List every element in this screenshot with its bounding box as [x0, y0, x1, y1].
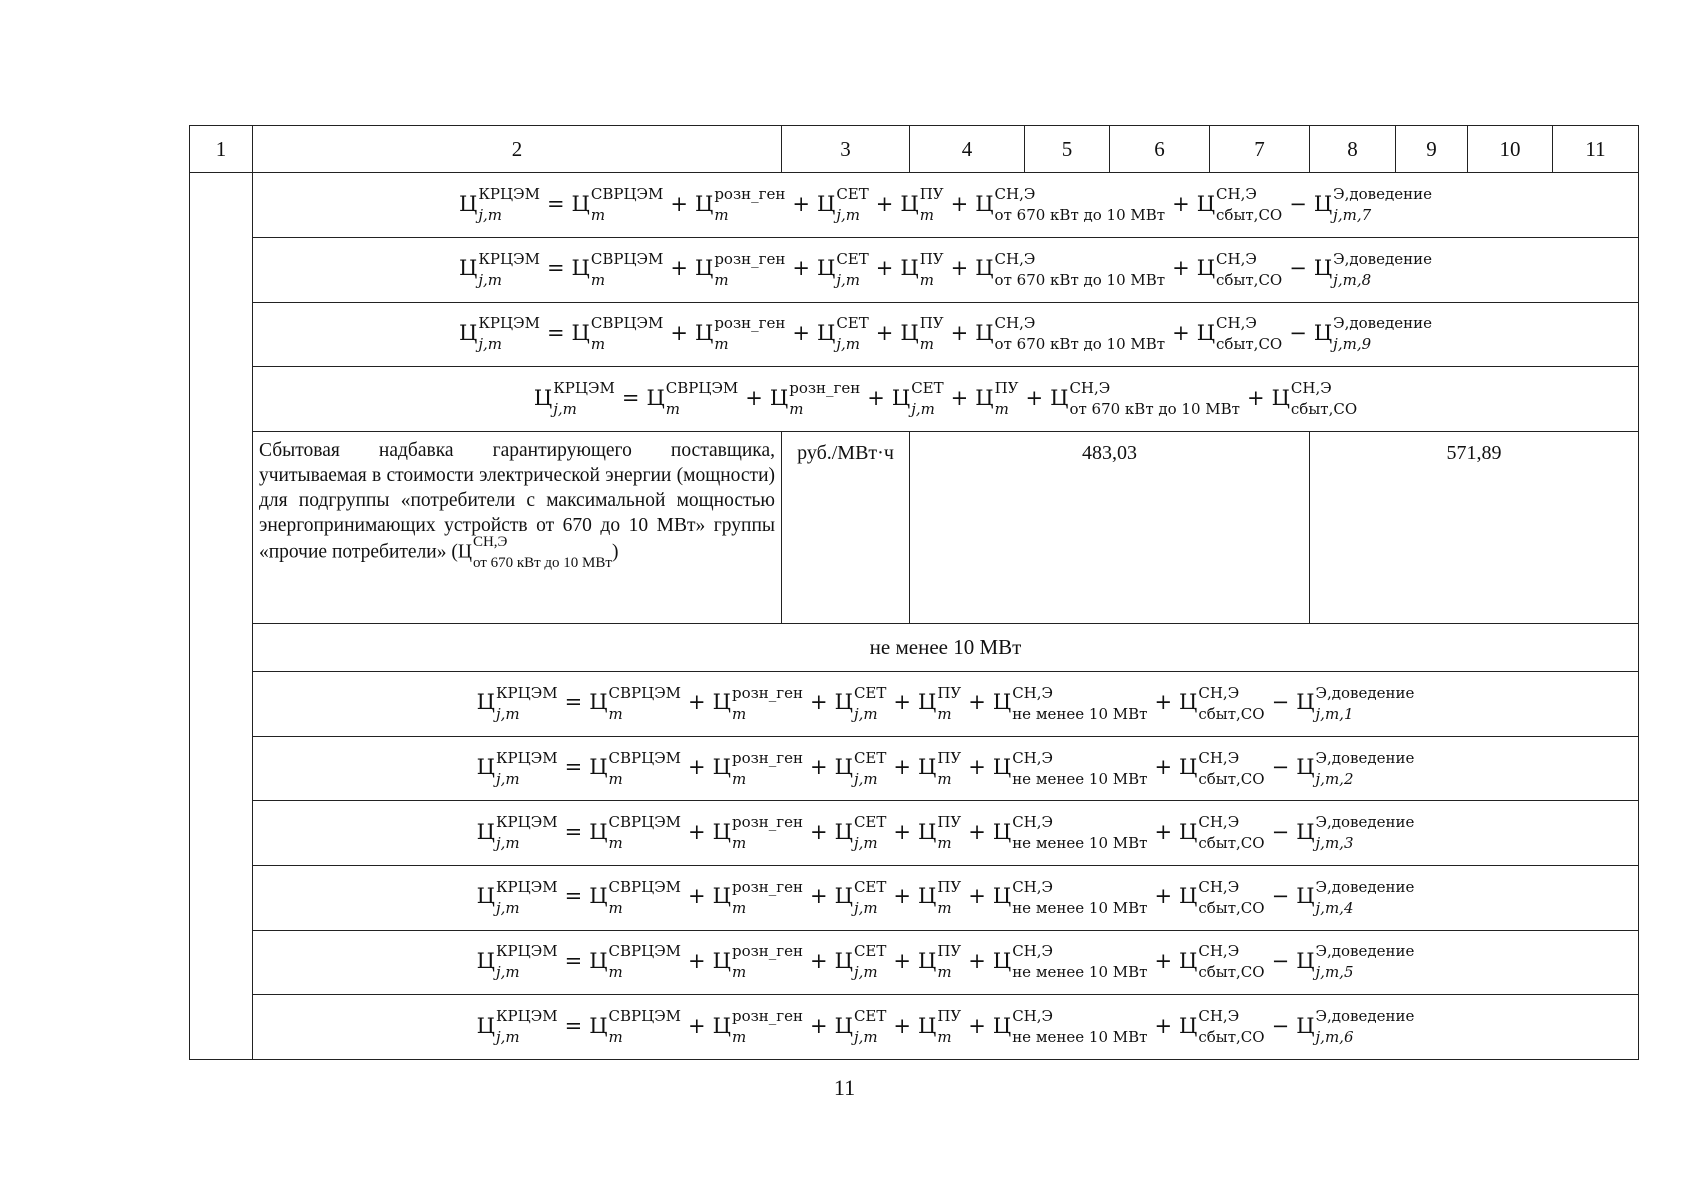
formula-operator: + [688, 884, 706, 909]
formula-operator: + [968, 948, 986, 973]
formula-operator: = [546, 191, 565, 216]
formula-term: Ц СЕТ j,m [834, 942, 887, 982]
formula-term: Ц ПУ m [918, 942, 962, 982]
formula-term: Ц СВРЦЭМ m [646, 379, 739, 419]
formula-term: Ц СН,Э сбыт,СО [1179, 683, 1265, 723]
formula-operator: + [1154, 884, 1173, 909]
formula-term: Ц СВРЦЭМ m [571, 249, 664, 289]
formula-cell [253, 173, 1639, 238]
formula-term: Ц СН,Э от 670 кВт до 10 МВт [1050, 379, 1240, 419]
formula-row [190, 672, 1639, 737]
formula-operator: − [1271, 819, 1290, 844]
formula-operator: + [893, 690, 911, 715]
formula-operator: + [950, 256, 969, 281]
formula-term: Ц ПУ m [900, 314, 944, 354]
formula-term: Ц СН,Э сбыт,СО [1179, 1007, 1265, 1047]
formula-term: Ц СН,Э от 670 кВт до 10 МВт [975, 249, 1166, 289]
formula-operator: + [893, 755, 911, 780]
formula-row [190, 866, 1639, 931]
formula-operator: + [1154, 1013, 1173, 1038]
formula-operator: + [893, 1013, 911, 1038]
formula-term: Ц СВРЦЭМ m [571, 185, 664, 225]
formula-term: Ц Э,доведение j,m,5 [1296, 942, 1415, 982]
formula-term: Ц Э,доведение j,m,4 [1296, 877, 1415, 917]
section-row [190, 623, 1639, 671]
formula-operator: = [564, 1013, 583, 1038]
formula-term: Ц Э,доведение j,m,9 [1313, 314, 1432, 354]
formula-operator: + [1154, 690, 1173, 715]
header-row [190, 126, 1639, 173]
formula-term: Ц СЕТ j,m [834, 683, 887, 723]
formula-operator: = [546, 320, 565, 345]
formula-term: Ц СВРЦЭМ m [589, 748, 682, 788]
formula-term: Ц СН,Э сбыт,СО [1179, 942, 1265, 982]
formula-term: Ц СВРЦЭМ m [589, 877, 682, 917]
formula-row [190, 173, 1639, 238]
formula-operator: + [968, 884, 986, 909]
formula-operator: + [1172, 191, 1190, 216]
tariff-table [189, 125, 1639, 1060]
formula-cell [253, 736, 1639, 801]
formula-operator: − [1289, 256, 1307, 281]
formula-term: Ц КРЦЭМ j,m [476, 683, 558, 723]
formula-term: Ц розн_ген m [695, 185, 786, 225]
formula-term: Ц КРЦЭМ j,m [458, 314, 540, 354]
formula-term: Ц розн_ген m [769, 379, 861, 419]
formula-term: Ц розн_ген m [695, 314, 786, 354]
formula-term: Ц СН,Э не менее 10 МВт [992, 877, 1148, 917]
formula-term: Ц розн_ген m [712, 1007, 804, 1047]
header-cell: 7 [1210, 126, 1310, 173]
formula-operator: + [810, 690, 828, 715]
formula-cell [253, 367, 1639, 432]
formula-operator: + [688, 1013, 706, 1038]
formula-operator: = [564, 819, 583, 844]
formula-term: Ц Э,доведение j,m,3 [1296, 813, 1415, 853]
markup-description [253, 431, 782, 623]
formula-term: Ц СН,Э не менее 10 МВт [992, 942, 1148, 982]
formula-operator: − [1271, 755, 1290, 780]
formula-operator: + [670, 256, 688, 281]
formula-term: Ц СВРЦЭМ m [589, 813, 682, 853]
formula-row [190, 801, 1639, 866]
formula-operator: + [1172, 320, 1190, 345]
markup-unit: руб./МВт·ч [782, 431, 910, 623]
formula-operator: + [950, 385, 969, 410]
markup-description-text: Сбытовая надбавка гарантирующего поставщика, учитываемая в стоимости электрической энергии (мощности) для подгруппы «потребители с максимальной мощностью энергопринимающих устройств от 670 до 10 МВт» группы «прочие потребители» ( [259, 439, 775, 563]
formula-operator: = [564, 690, 583, 715]
formula-term: Ц розн_ген m [712, 942, 804, 982]
header-cell: 4 [910, 126, 1025, 173]
formula-operator: + [950, 320, 969, 345]
formula-operator: + [1154, 755, 1173, 780]
formula-operator: + [1025, 385, 1044, 410]
formula-term: Ц СН,Э не менее 10 МВт [992, 1007, 1148, 1047]
formula-term: Ц КРЦЭМ j,m [476, 877, 558, 917]
formula-term: Ц СЕТ j,m [834, 748, 887, 788]
formula-term: Ц ПУ m [918, 748, 962, 788]
formula-operator: + [810, 884, 828, 909]
header-cell: 9 [1396, 126, 1468, 173]
formula-term: Ц розн_ген m [712, 813, 804, 853]
header-cell: 10 [1468, 126, 1553, 173]
formula-term: Ц Э,доведение j,m,7 [1313, 185, 1432, 225]
header-cell: 11 [1553, 126, 1639, 173]
formula-term: Ц Э,доведение j,m,6 [1296, 1007, 1415, 1047]
formula-term: Ц СЕТ j,m [816, 185, 869, 225]
formula-term: Ц СВРЦЭМ m [589, 1007, 682, 1047]
formula-operator: + [810, 948, 828, 973]
formula-operator: + [810, 1013, 828, 1038]
formula-row [190, 302, 1639, 367]
formula-operator: + [893, 819, 911, 844]
formula-term: Ц Э,доведение j,m,2 [1296, 748, 1415, 788]
formula-term: Ц СН,Э не менее 10 МВт [992, 748, 1148, 788]
formula-term: Ц КРЦЭМ j,m [476, 748, 558, 788]
formula-term: Ц Э,доведение j,m,8 [1313, 249, 1432, 289]
formula-term: Ц СЕТ j,m [834, 813, 887, 853]
formula-operator: + [792, 256, 810, 281]
formula-operator: + [968, 1013, 986, 1038]
formula-operator: + [968, 819, 986, 844]
formula-operator: = [564, 948, 583, 973]
formula-operator: + [1172, 256, 1190, 281]
header-cell: 6 [1110, 126, 1210, 173]
formula-operator: + [792, 320, 810, 345]
formula-term: Ц розн_ген m [695, 249, 786, 289]
formula-term: Ц СВРЦЭМ m [589, 942, 682, 982]
formula-term: Ц СН,Э сбыт,СО [1179, 877, 1265, 917]
header-cell: 3 [782, 126, 910, 173]
formula-operator: + [1154, 948, 1173, 973]
formula-row [190, 930, 1639, 995]
formula-operator: + [1246, 385, 1265, 410]
header-cell: 1 [190, 126, 253, 173]
formula-operator: − [1271, 884, 1290, 909]
formula-cell [253, 801, 1639, 866]
formula-operator: + [745, 385, 763, 410]
formula-row [190, 995, 1639, 1060]
formula-term: Ц СН,Э сбыт,СО [1196, 314, 1283, 354]
formula-operator: − [1271, 690, 1290, 715]
formula-operator: + [1154, 819, 1173, 844]
formula-operator: + [670, 191, 688, 216]
formula-term: Ц ПУ m [918, 1007, 962, 1047]
header-cell: 8 [1310, 126, 1396, 173]
formula-term: Ц СЕТ j,m [891, 379, 944, 419]
formula-term: Ц КРЦЭМ j,m [458, 185, 540, 225]
markup-symbol: Ц СН,Э от 670 кВт до 10 МВт ) [457, 533, 619, 571]
formula-term: Ц СЕТ j,m [816, 314, 869, 354]
formula-term: Ц СВРЦЭМ m [571, 314, 664, 354]
formula-term: Ц СН,Э не менее 10 МВт [992, 813, 1148, 853]
formula-operator: = [564, 884, 583, 909]
formula-operator: + [867, 385, 885, 410]
formula-cell [253, 995, 1639, 1060]
formula-term: Ц ПУ m [975, 379, 1019, 419]
formula-row [190, 736, 1639, 801]
formula-term: Ц СН,Э сбыт,СО [1179, 813, 1265, 853]
formula-row [190, 238, 1639, 303]
formula-term: Ц КРЦЭМ j,m [476, 813, 558, 853]
formula-term: Ц СЕТ j,m [816, 249, 869, 289]
formula-term: Ц СЕТ j,m [834, 877, 887, 917]
formula-term: Ц СЕТ j,m [834, 1007, 887, 1047]
formula-term: Ц ПУ m [900, 185, 944, 225]
formula-operator: + [968, 755, 986, 780]
header-cell: 5 [1025, 126, 1110, 173]
formula-cell [253, 238, 1639, 303]
formula-term: Ц СН,Э не менее 10 МВт [992, 683, 1148, 723]
formula-operator: − [1289, 191, 1307, 216]
formula-operator: − [1271, 948, 1290, 973]
formula-operator: − [1271, 1013, 1290, 1038]
formula-term: Ц СН,Э от 670 кВт до 10 МВт [975, 314, 1166, 354]
formula-term: Ц КРЦЭМ j,m [476, 1007, 558, 1047]
formula-term: Ц ПУ m [918, 813, 962, 853]
formula-operator: + [810, 819, 828, 844]
formula-term: Ц СН,Э сбыт,СО [1196, 185, 1283, 225]
formula-operator: + [688, 690, 706, 715]
formula-operator: + [875, 191, 894, 216]
formula-operator: = [546, 256, 565, 281]
formula-operator: + [950, 191, 969, 216]
formula-row [190, 367, 1639, 432]
formula-operator: + [688, 819, 706, 844]
formula-operator: + [893, 948, 911, 973]
formula-term: Ц розн_ген m [712, 877, 804, 917]
page-number: 11 [833, 1075, 856, 1100]
formula-operator: + [688, 948, 706, 973]
formula-operator: + [875, 320, 894, 345]
markup-value-cols-4-7: 483,03 [910, 431, 1310, 623]
formula-operator: + [792, 191, 810, 216]
section-label: не менее 10 МВт [253, 623, 1639, 671]
formula-term: Ц СН,Э от 670 кВт до 10 МВт [975, 185, 1166, 225]
header-cell: 2 [253, 126, 782, 173]
formula-term: Ц розн_ген m [712, 683, 804, 723]
formula-term: Ц розн_ген m [712, 748, 804, 788]
formula-operator: − [1289, 320, 1307, 345]
col1-merged-cell [190, 173, 253, 1060]
formula-operator: = [621, 385, 640, 410]
formula-operator: + [893, 884, 911, 909]
markup-value-cols-8-11: 571,89 [1310, 431, 1639, 623]
formula-term: Ц ПУ m [918, 877, 962, 917]
markup-row [190, 431, 1639, 623]
formula-operator: = [564, 755, 583, 780]
formula-term: Ц ПУ m [918, 683, 962, 723]
formula-term: Ц СН,Э сбыт,СО [1196, 249, 1283, 289]
formula-term: Ц СН,Э сбыт,СО [1179, 748, 1265, 788]
formula-term: Ц СН,Э сбыт,СО [1271, 379, 1358, 419]
formula-term: Ц Э,доведение j,m,1 [1296, 683, 1415, 723]
formula-operator: + [670, 320, 688, 345]
formula-cell [253, 302, 1639, 367]
formula-cell [253, 866, 1639, 931]
formula-operator: + [875, 256, 894, 281]
formula-term: Ц ПУ m [900, 249, 944, 289]
formula-cell [253, 930, 1639, 995]
formula-term: Ц СВРЦЭМ m [589, 683, 682, 723]
formula-term: Ц КРЦЭМ j,m [533, 379, 615, 419]
formula-cell [253, 672, 1639, 737]
formula-operator: + [968, 690, 986, 715]
formula-term: Ц КРЦЭМ j,m [458, 249, 540, 289]
formula-operator: + [810, 755, 828, 780]
formula-term: Ц КРЦЭМ j,m [476, 942, 558, 982]
formula-operator: + [688, 755, 706, 780]
